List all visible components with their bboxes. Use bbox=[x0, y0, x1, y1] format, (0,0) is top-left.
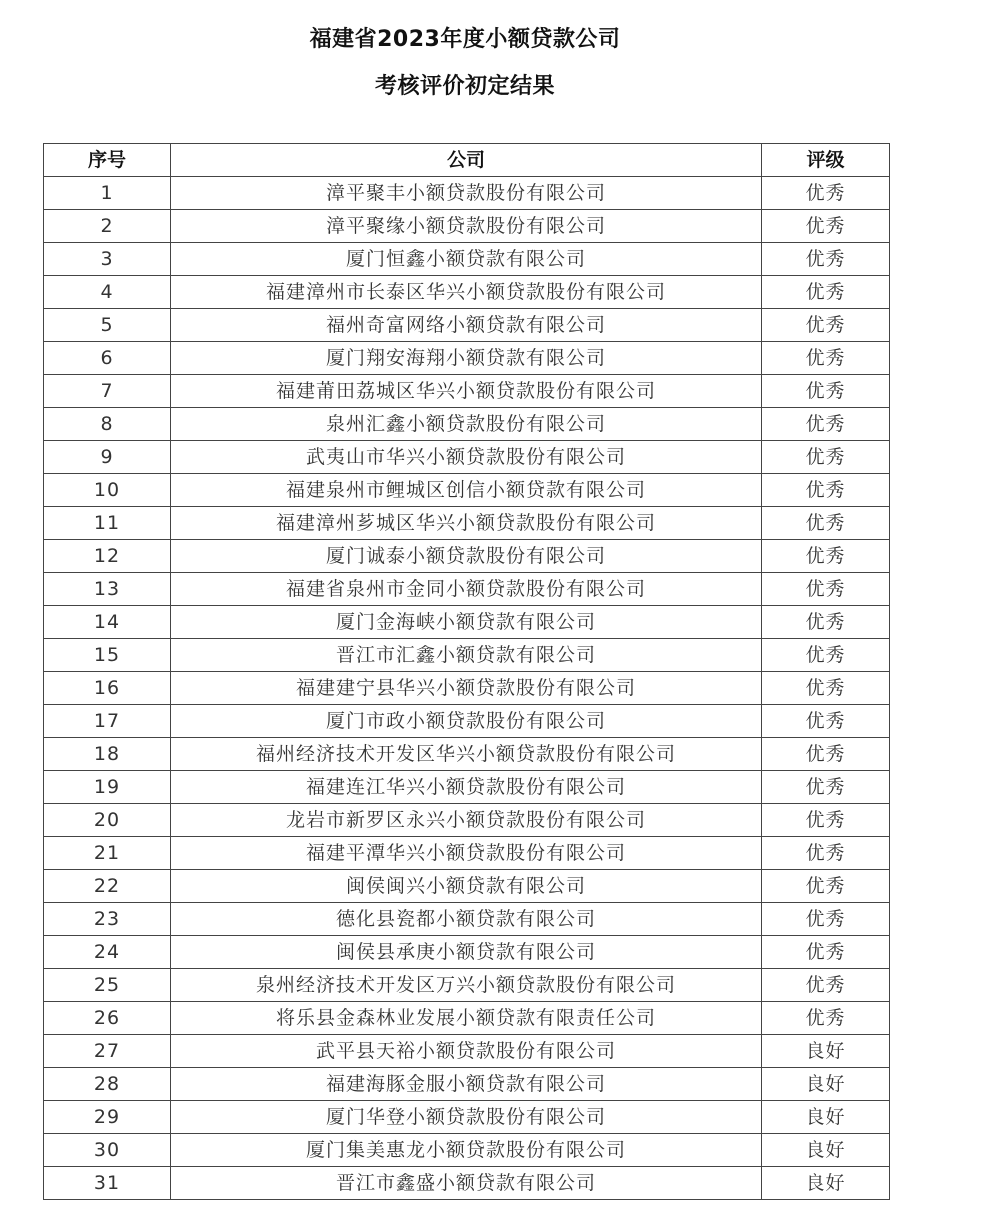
cell-company: 福州经济技术开发区华兴小额贷款股份有限公司 bbox=[171, 738, 762, 771]
cell-grade: 优秀 bbox=[762, 375, 890, 408]
table-row bbox=[44, 804, 890, 837]
cell-company: 将乐县金森林业发展小额贷款有限责任公司 bbox=[171, 1002, 762, 1035]
table-row bbox=[44, 408, 890, 441]
cell-company: 厦门恒鑫小额贷款有限公司 bbox=[171, 243, 762, 276]
cell-index: 21 bbox=[44, 837, 171, 870]
cell-company: 龙岩市新罗区永兴小额贷款股份有限公司 bbox=[171, 804, 762, 837]
cell-grade: 良好 bbox=[762, 1068, 890, 1101]
cell-index: 31 bbox=[44, 1167, 171, 1200]
cell-company: 福建漳州芗城区华兴小额贷款股份有限公司 bbox=[171, 507, 762, 540]
table-row bbox=[44, 672, 890, 705]
cell-grade: 优秀 bbox=[762, 639, 890, 672]
table-row bbox=[44, 375, 890, 408]
table-row bbox=[44, 936, 890, 969]
table-row bbox=[44, 243, 890, 276]
cell-grade: 优秀 bbox=[762, 276, 890, 309]
cell-index: 3 bbox=[44, 243, 171, 276]
cell-index: 15 bbox=[44, 639, 171, 672]
table-row bbox=[44, 441, 890, 474]
table-row bbox=[44, 1101, 890, 1134]
cell-index: 11 bbox=[44, 507, 171, 540]
cell-index: 16 bbox=[44, 672, 171, 705]
cell-grade: 优秀 bbox=[762, 606, 890, 639]
cell-grade: 良好 bbox=[762, 1134, 890, 1167]
cell-index: 8 bbox=[44, 408, 171, 441]
cell-grade: 优秀 bbox=[762, 474, 890, 507]
cell-company: 漳平聚缘小额贷款股份有限公司 bbox=[171, 210, 762, 243]
table-row bbox=[44, 870, 890, 903]
results-table bbox=[43, 143, 890, 1200]
table-row bbox=[44, 474, 890, 507]
cell-index: 30 bbox=[44, 1134, 171, 1167]
table-header-row bbox=[44, 144, 890, 177]
cell-index: 25 bbox=[44, 969, 171, 1002]
cell-index: 24 bbox=[44, 936, 171, 969]
cell-company: 厦门翔安海翔小额贷款有限公司 bbox=[171, 342, 762, 375]
table-row bbox=[44, 969, 890, 1002]
table-row bbox=[44, 540, 890, 573]
cell-company: 晋江市汇鑫小额贷款有限公司 bbox=[171, 639, 762, 672]
cell-company: 泉州汇鑫小额贷款股份有限公司 bbox=[171, 408, 762, 441]
table-row bbox=[44, 837, 890, 870]
cell-grade: 良好 bbox=[762, 1035, 890, 1068]
cell-grade: 优秀 bbox=[762, 309, 890, 342]
cell-company: 晋江市鑫盛小额贷款有限公司 bbox=[171, 1167, 762, 1200]
cell-grade: 优秀 bbox=[762, 507, 890, 540]
cell-grade: 优秀 bbox=[762, 1002, 890, 1035]
cell-company: 武夷山市华兴小额贷款股份有限公司 bbox=[171, 441, 762, 474]
cell-grade: 优秀 bbox=[762, 837, 890, 870]
cell-grade: 优秀 bbox=[762, 903, 890, 936]
cell-company: 福建漳州市长泰区华兴小额贷款股份有限公司 bbox=[171, 276, 762, 309]
cell-company: 厦门华登小额贷款股份有限公司 bbox=[171, 1101, 762, 1134]
cell-index: 22 bbox=[44, 870, 171, 903]
cell-company: 德化县瓷都小额贷款有限公司 bbox=[171, 903, 762, 936]
table-row bbox=[44, 507, 890, 540]
table-row bbox=[44, 573, 890, 606]
cell-index: 6 bbox=[44, 342, 171, 375]
cell-grade: 优秀 bbox=[762, 672, 890, 705]
cell-company: 福州奇富网络小额贷款有限公司 bbox=[171, 309, 762, 342]
table-row bbox=[44, 1002, 890, 1035]
cell-company: 厦门集美惠龙小额贷款股份有限公司 bbox=[171, 1134, 762, 1167]
cell-index: 12 bbox=[44, 540, 171, 573]
document-title: 福建省2023年度小额贷款公司 bbox=[309, 27, 621, 52]
cell-company: 福建连江华兴小额贷款股份有限公司 bbox=[171, 771, 762, 804]
cell-company: 福建省泉州市金同小额贷款股份有限公司 bbox=[171, 573, 762, 606]
cell-index: 27 bbox=[44, 1035, 171, 1068]
cell-index: 28 bbox=[44, 1068, 171, 1101]
table-row bbox=[44, 1134, 890, 1167]
table-row bbox=[44, 342, 890, 375]
cell-index: 20 bbox=[44, 804, 171, 837]
cell-index: 23 bbox=[44, 903, 171, 936]
cell-grade: 优秀 bbox=[762, 969, 890, 1002]
cell-grade: 良好 bbox=[762, 1167, 890, 1200]
cell-company: 福建平潭华兴小额贷款股份有限公司 bbox=[171, 837, 762, 870]
cell-grade: 优秀 bbox=[762, 573, 890, 606]
cell-grade: 优秀 bbox=[762, 804, 890, 837]
cell-index: 7 bbox=[44, 375, 171, 408]
cell-index: 26 bbox=[44, 1002, 171, 1035]
cell-grade: 优秀 bbox=[762, 936, 890, 969]
cell-grade: 优秀 bbox=[762, 342, 890, 375]
cell-grade: 良好 bbox=[762, 1101, 890, 1134]
cell-index: 19 bbox=[44, 771, 171, 804]
cell-grade: 优秀 bbox=[762, 540, 890, 573]
cell-grade: 优秀 bbox=[762, 705, 890, 738]
table-row bbox=[44, 210, 890, 243]
table-row bbox=[44, 1035, 890, 1068]
table-row bbox=[44, 606, 890, 639]
table-row bbox=[44, 1068, 890, 1101]
cell-grade: 优秀 bbox=[762, 177, 890, 210]
cell-grade: 优秀 bbox=[762, 243, 890, 276]
table-body bbox=[44, 177, 890, 1200]
cell-index: 17 bbox=[44, 705, 171, 738]
cell-company: 厦门金海峡小额贷款有限公司 bbox=[171, 606, 762, 639]
table-row bbox=[44, 705, 890, 738]
cell-company: 福建建宁县华兴小额贷款股份有限公司 bbox=[171, 672, 762, 705]
cell-grade: 优秀 bbox=[762, 870, 890, 903]
cell-index: 13 bbox=[44, 573, 171, 606]
document-subtitle: 考核评价初定结果 bbox=[374, 74, 555, 99]
cell-company: 福建莆田荔城区华兴小额贷款股份有限公司 bbox=[171, 375, 762, 408]
table-row bbox=[44, 639, 890, 672]
cell-index: 14 bbox=[44, 606, 171, 639]
table-row bbox=[44, 309, 890, 342]
cell-company: 闽侯闽兴小额贷款有限公司 bbox=[171, 870, 762, 903]
cell-company: 武平县天裕小额贷款股份有限公司 bbox=[171, 1035, 762, 1068]
cell-company: 福建泉州市鲤城区创信小额贷款有限公司 bbox=[171, 474, 762, 507]
cell-company: 厦门诚泰小额贷款股份有限公司 bbox=[171, 540, 762, 573]
table-row bbox=[44, 903, 890, 936]
cell-grade: 优秀 bbox=[762, 441, 890, 474]
cell-company: 厦门市政小额贷款股份有限公司 bbox=[171, 705, 762, 738]
table-row bbox=[44, 177, 890, 210]
cell-index: 9 bbox=[44, 441, 171, 474]
cell-grade: 优秀 bbox=[762, 738, 890, 771]
cell-index: 5 bbox=[44, 309, 171, 342]
cell-index: 29 bbox=[44, 1101, 171, 1134]
cell-index: 10 bbox=[44, 474, 171, 507]
cell-grade: 优秀 bbox=[762, 408, 890, 441]
table-row bbox=[44, 771, 890, 804]
header-company: 公司 bbox=[171, 144, 762, 177]
cell-index: 1 bbox=[44, 177, 171, 210]
table-row bbox=[44, 738, 890, 771]
header-index: 序号 bbox=[44, 144, 171, 177]
cell-index: 2 bbox=[44, 210, 171, 243]
table-row bbox=[44, 276, 890, 309]
cell-company: 泉州经济技术开发区万兴小额贷款股份有限公司 bbox=[171, 969, 762, 1002]
cell-index: 18 bbox=[44, 738, 171, 771]
cell-grade: 优秀 bbox=[762, 210, 890, 243]
cell-index: 4 bbox=[44, 276, 171, 309]
header-grade: 评级 bbox=[762, 144, 890, 177]
cell-company: 漳平聚丰小额贷款股份有限公司 bbox=[171, 177, 762, 210]
table-row bbox=[44, 1167, 890, 1200]
cell-company: 福建海豚金服小额贷款有限公司 bbox=[171, 1068, 762, 1101]
cell-company: 闽侯县承庚小额贷款有限公司 bbox=[171, 936, 762, 969]
cell-grade: 优秀 bbox=[762, 771, 890, 804]
